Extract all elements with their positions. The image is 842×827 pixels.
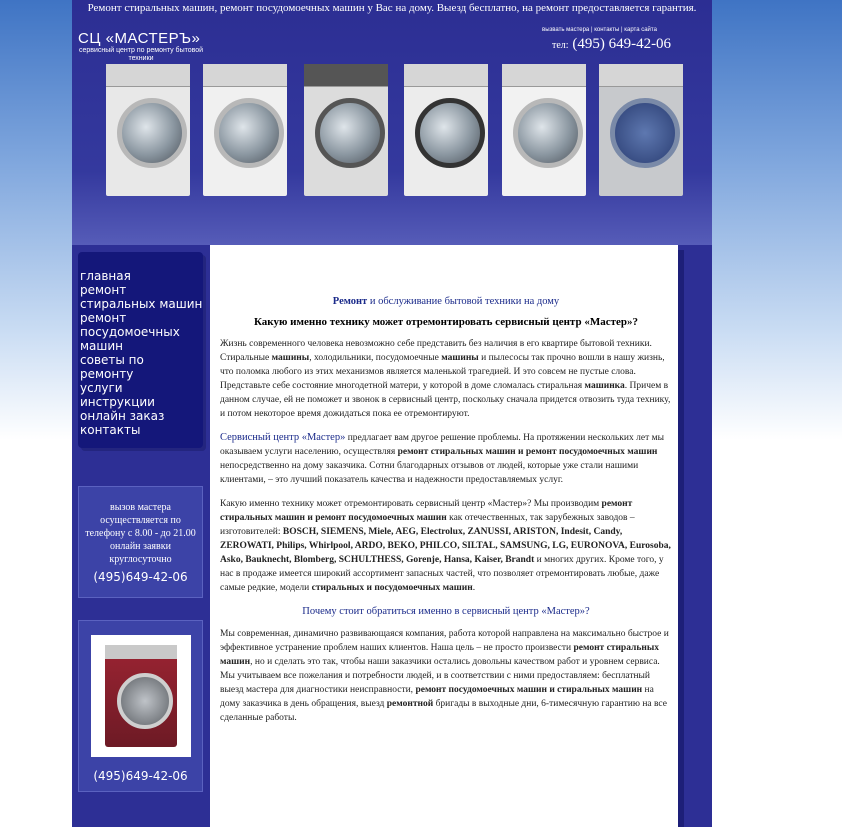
content-why-heading: Почему стоит обратиться именно в сервисный центр «Мастер»? <box>302 606 590 617</box>
header-phone <box>552 36 671 53</box>
link-contacts[interactable]: контакты <box>594 27 620 33</box>
menu-contacts[interactable]: контакты <box>80 423 141 437</box>
menu-services[interactable]: услуги <box>80 381 123 395</box>
logo[interactable] <box>78 30 204 63</box>
washing-machine-photo <box>91 635 191 757</box>
header-tagline: Ремонт стиральных машин, ремонт посудомоечных машин у Вас на дому. Выезд бесплатно, на ремонт предоставляется гарантия. <box>87 2 697 14</box>
promo-image-box <box>78 620 203 792</box>
link-call-master[interactable]: вызвать мастера <box>542 27 590 33</box>
link-sitemap[interactable]: карта сайта <box>624 27 657 33</box>
menu-tips-2[interactable]: ремонту <box>80 367 134 381</box>
washing-machine-image <box>106 64 190 196</box>
call-box-phone: (495)649-42-06 <box>93 570 188 584</box>
content-question: Какую именно технику может отремонтировать сервисный центр «Мастер»? <box>253 316 639 328</box>
menu-instructions[interactable]: инструкции <box>80 395 155 409</box>
menu-repair-dishwasher-1[interactable]: ремонт <box>80 311 127 325</box>
content-title: Ремонт и обслуживание бытовой техники на дому <box>332 296 560 307</box>
menu-online-order[interactable]: онлайн заказ <box>80 409 165 423</box>
paragraph-3: Какую именно технику может отремонтировать сервисный центр «Мастер»? Мы производим ремонт стиральных машин и ремонт посудомоечных машин как отечественных, так зарубежных заводов – изготовителей: BOSCH, SIEMENS, Miele, AEG, Electrolux, ZANUSSI, ARISTON, Indesit, Candy, ZEROWATI, Philips, Whirlpool, ARDO, BEKO, PHILCO, SILTAL, SAMSUNG, LG, EURONOVA, Eurosoba, Asko, Bauknecht, Blomberg, SCHULTHESS, Gorenje, Hansa, Kaiser, Brandt и многих других. Кроме того, у нас в продаже имеется широкий ассортимент запасных частей, что позволяет отремонтировать любые, даже самые редкие, модели стиральных и посудомоечных машин. <box>220 499 671 593</box>
phone-prefix: тел: <box>552 40 569 51</box>
menu-home[interactable]: главная <box>80 269 131 283</box>
promo-phone: (495)649-42-06 <box>93 769 188 783</box>
logo-name: СЦ «МАСТЕРЪ» <box>78 30 201 47</box>
menu-repair-dishwasher-3[interactable]: машин <box>80 339 124 353</box>
paragraph-1: Жизнь современного человека невозможно себе представить без наличия в его квартире бытовой техники. Стиральные машины, холодильники, посудомоечные машины и пылесосы так прочно вошли в нашу жизнь, что поломка любого из этих механизмов является маленькой трагедией. И это совсем не пустые слова. Представьте себе состояние многодетной матери, у которой в доме сломалась стиральная машинка. Причем в данном случае, ей не поможет и звонок в сервисный центр, поскольку сначала придется отвозить туда технику, и потом некоторое время дожидаться пока ее отремонтируют. <box>220 339 671 419</box>
menu-tips-1[interactable]: советы по <box>80 353 144 367</box>
menu-repair-washing-1[interactable]: ремонт <box>80 283 127 297</box>
top-links: вызвать мастера | контакты | карта сайта <box>542 27 657 33</box>
logo-subtitle: сервисный центр по ремонту бытовой техники <box>78 47 204 62</box>
washing-machine-image <box>203 64 287 196</box>
header <box>72 0 712 245</box>
page-container <box>72 0 712 827</box>
paragraph-4: Мы современная, динамично развивающаяся компания, работа которой направлена на максимально быстрое и эффективное устранение проблем наших клиентов. Наша цель – не просто произвести ремонт стиральных машин, но и сделать это так, чтобы наши заказчики остались довольны качеством работ и уровнем сервиса. Мы учитываем все пожелания и потребности людей, и в соответствии с ними предоставляем: бесплатный выезд мастера для диагностики неисправности, ремонт посудомоечных машин и стиральных машин на дому заказчика в день обращения, выезд ремонтной бригады в выходные дни, 6-тимесячную гарантию на все сделанные работы. <box>220 629 669 723</box>
menu-repair-dishwasher-2[interactable]: посудомоечных <box>80 325 180 339</box>
content-shadow <box>678 250 684 827</box>
washing-machine-image <box>599 64 683 196</box>
phone-number: (495) 649-42-06 <box>572 36 672 52</box>
call-master-box <box>78 486 203 598</box>
washing-machine-image <box>304 64 388 196</box>
paragraph-2: Сервисный центр «Мастер» предлагает вам другое решение проблемы. На протяжении нескольких лет мы оказываем услуги населению, осуществляя ремонт стиральных машин и ремонт посудомоечных машин непосредственно на дому заказчика. Сотни благодарных отзывов от людей, которые уже стали нашими клиентами, – это лучший показатель качества и надежности предоставляемых услуг. <box>220 432 664 485</box>
call-box-text: вызов мастера осуществляется по телефону с 8.00 - до 21.00 онлайн заявки круглосуточно <box>85 502 196 565</box>
menu-repair-washing-2[interactable]: стиральных машин <box>80 297 203 311</box>
sidebar <box>78 252 203 792</box>
nav-menu <box>78 252 203 448</box>
main-content <box>210 245 678 827</box>
washing-machine-image <box>502 64 586 196</box>
washing-machine-image <box>404 64 488 196</box>
